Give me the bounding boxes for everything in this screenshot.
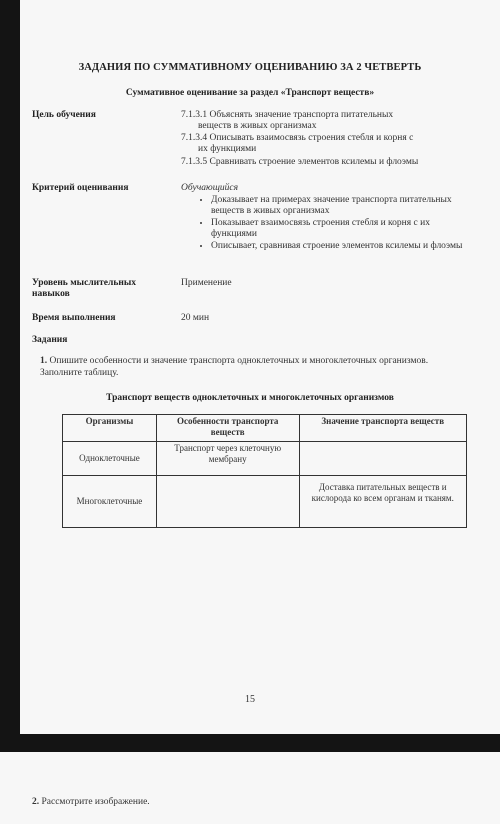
table-title: Транспорт веществ одноклеточных и многоклеточных организмов: [106, 393, 394, 403]
goal-label: Цель обучения: [32, 110, 96, 120]
table-header-cell: Особенности транспорта веществ: [156, 415, 299, 442]
table-cell: Доставка питательных веществ и кислорода ко всем органам и тканям.: [299, 476, 467, 528]
table-header-row: [63, 415, 467, 442]
goal-item-line: 7.1.3.1 Объяснять значение транспорта питательных: [181, 110, 394, 120]
table-header-cell: Организмы: [63, 415, 157, 442]
level-value: Применение: [181, 278, 232, 288]
table-header-cell: Значение транспорта веществ: [299, 415, 467, 442]
time-value: 20 мин: [181, 313, 210, 323]
level-label-line: навыков: [32, 289, 70, 299]
table-cell: Одноклеточные: [63, 442, 157, 476]
table-cell: [299, 442, 467, 476]
level-label-line: Уровень мыслительных: [32, 278, 136, 288]
table-cell: Транспорт через клеточную мембрану: [156, 442, 299, 476]
question-1: [40, 355, 466, 379]
criteria-heading: Обучающийся: [181, 183, 239, 193]
question-number: 2.: [32, 797, 40, 807]
criteria-item: • Описывает, сравнивая строение элементов ксилемы и флоэмы: [211, 241, 473, 252]
question-text: Рассмотрите изображение.: [41, 797, 150, 807]
next-page-fragment: [0, 752, 500, 824]
table-row: [63, 442, 467, 476]
goal-item-line: их функциями: [198, 144, 257, 154]
goal-item: [181, 110, 471, 132]
document-subtitle: Суммативное оценивание за раздел «Транспорт веществ»: [125, 88, 375, 98]
time-label: Время выполнения: [32, 313, 116, 323]
table-row: [63, 476, 467, 528]
table-cell: Многоклеточные: [63, 476, 157, 528]
criteria-label: Критерий оценивания: [32, 183, 129, 193]
question-text: Опишите особенности и значение транспорта одноклеточных и многоклеточных организмов. Заполните таблицу.: [40, 356, 429, 378]
goal-item-line: веществ в живых организмах: [198, 121, 317, 131]
tasks-heading: Задания: [32, 335, 68, 345]
goal-item: [181, 133, 471, 155]
criteria-item: • Доказывает на примерах значение транспорта питательных веществ в живых организмах: [211, 195, 473, 217]
page-number: 15: [245, 694, 255, 705]
question-number: 1.: [40, 356, 48, 366]
goal-item: [181, 157, 471, 168]
level-label: [32, 278, 136, 300]
goal-item-line: 7.1.3.5 Сравнивать строение элементов ксилемы и флоэмы: [181, 157, 419, 167]
goal-item-line: 7.1.3.4 Описывать взаимосвязь строения стебля и корня с: [181, 133, 414, 143]
table-cell: [156, 476, 299, 528]
criteria-list: [181, 195, 473, 253]
criteria-item: • Показывает взаимосвязь строения стебля и корня с их функциями: [211, 218, 473, 240]
document-title: ЗАДАНИЯ ПО СУММАТИВНОМУ ОЦЕНИВАНИЮ ЗА 2 ЧЕТВЕРТЬ: [78, 62, 422, 73]
question-2: [32, 797, 150, 807]
transport-table: [62, 414, 467, 528]
